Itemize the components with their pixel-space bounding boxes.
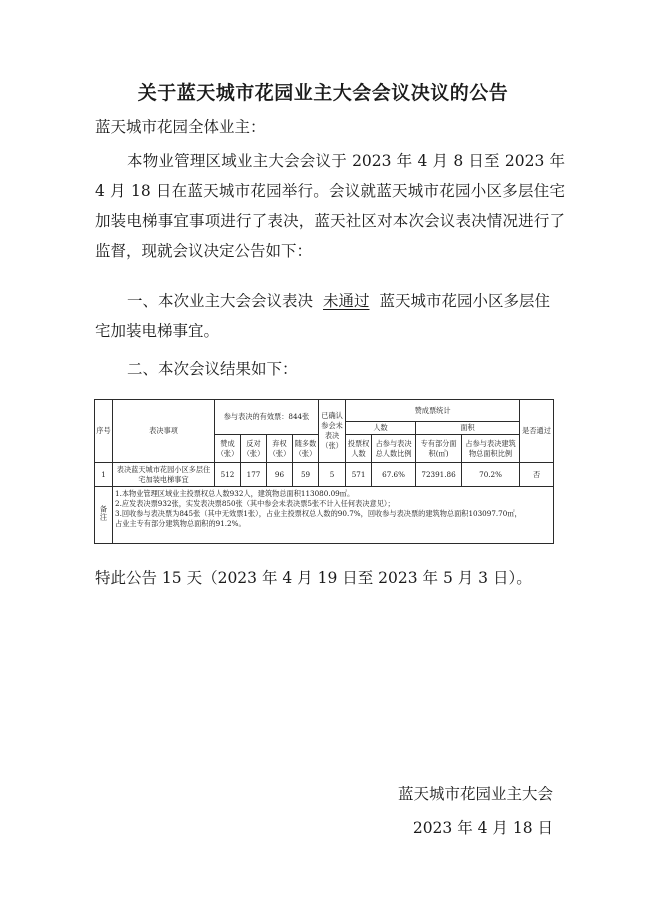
notice-title: 关于蓝天城市花园业主大会会议决议的公告: [137, 82, 509, 104]
cell-against: 177: [241, 463, 267, 487]
resolution-item-1: [95, 286, 565, 346]
signature-org: 蓝天城市花园业主大会: [397, 785, 553, 803]
notes-body: [113, 487, 554, 544]
cell-passed: 否: [520, 463, 554, 487]
cell-matter: 表决蓝天城市花园小区多层住宅加装电梯事宜: [113, 463, 215, 487]
cell-person-ratio: 67.6%: [372, 463, 416, 487]
header-stats: 赞成票统计: [346, 400, 520, 422]
header-passed: 是否通过: [520, 400, 554, 463]
cell-follow-majority: 59: [293, 463, 319, 487]
signature-date: 2023 年 4 月 18 日: [412, 819, 553, 837]
resolution-item-2: 二、本次会议结果如下：: [127, 360, 298, 378]
header-follow-majority: 随多数（张）: [293, 435, 319, 463]
header-vote-count: 投票权人数: [346, 435, 372, 463]
vote-result-table: [94, 399, 554, 544]
notes-row: [95, 487, 554, 544]
header-confirmed-absent: 已确认参会未表决（张）: [319, 400, 346, 463]
closing-statement: 特此公告 15 天（2023 年 4 月 19 日至 2023 年 5 月 3 日）。: [95, 569, 532, 587]
cell-exclusive-area: 72391.86: [416, 463, 462, 487]
note-line: 1.本物业管理区域业主投票权总人数932人，建筑物总面积113080.09㎡。: [115, 489, 355, 498]
cell-seq: 1: [95, 463, 113, 487]
header-valid-votes: 参与表决的有效票：844张: [215, 400, 319, 435]
cell-area-ratio: 70.2%: [462, 463, 520, 487]
header-area: 面积: [416, 422, 520, 435]
resolution-item-1-suffix: 蓝天城市花园小区多层住宅加装电梯事宜。: [95, 292, 551, 340]
cell-vote-count: 571: [346, 463, 372, 487]
header-agree: 赞成（张）: [215, 435, 241, 463]
intro-paragraph: 本物业管理区域业主大会会议于 2023 年 4 月 8 日至 2023 年 4 月 18 日在蓝天城市花园举行。会议就蓝天城市花园小区多层住宅加装电梯事宜事项进行了表决，蓝天社区对本次会议表决情况进行了监督，现就会议决定公告如下：: [95, 152, 565, 260]
salutation: 蓝天城市花园全体业主：: [95, 118, 266, 136]
header-seq: 序号: [95, 400, 113, 463]
header-person-ratio: 占参与表决总人数比例: [372, 435, 416, 463]
header-persons: 人数: [346, 422, 416, 435]
cell-abstain: 96: [267, 463, 293, 487]
table-row: [95, 463, 554, 487]
header-area-ratio: 占参与表决建筑物总面积比例: [462, 435, 520, 463]
header-abstain: 弃权（张）: [267, 435, 293, 463]
header-matter: 表决事项: [113, 400, 215, 463]
notes-label: 备注: [95, 487, 113, 544]
resolution-item-1-prefix: 一、本次业主大会会议表决: [127, 292, 314, 310]
note-line: 占业主专有部分建筑物总面积的91.2%。: [115, 519, 246, 528]
resolution-result: 未通过: [323, 292, 370, 310]
note-line: 3.回收参与表决票为845张（其中无效票1张），占业主投票权总人数的90.7%，回收参与表决票的建筑物总面积103097.70㎡，: [115, 509, 522, 518]
note-line: 2.应发表决票932张，实发表决票850张（其中参会未表决票5张不计入任何表决意见）；: [115, 499, 395, 508]
cell-confirmed-absent: 5: [319, 463, 346, 487]
header-exclusive-area: 专有部分面积(㎡): [416, 435, 462, 463]
cell-agree: 512: [215, 463, 241, 487]
header-against: 反对（张）: [241, 435, 267, 463]
